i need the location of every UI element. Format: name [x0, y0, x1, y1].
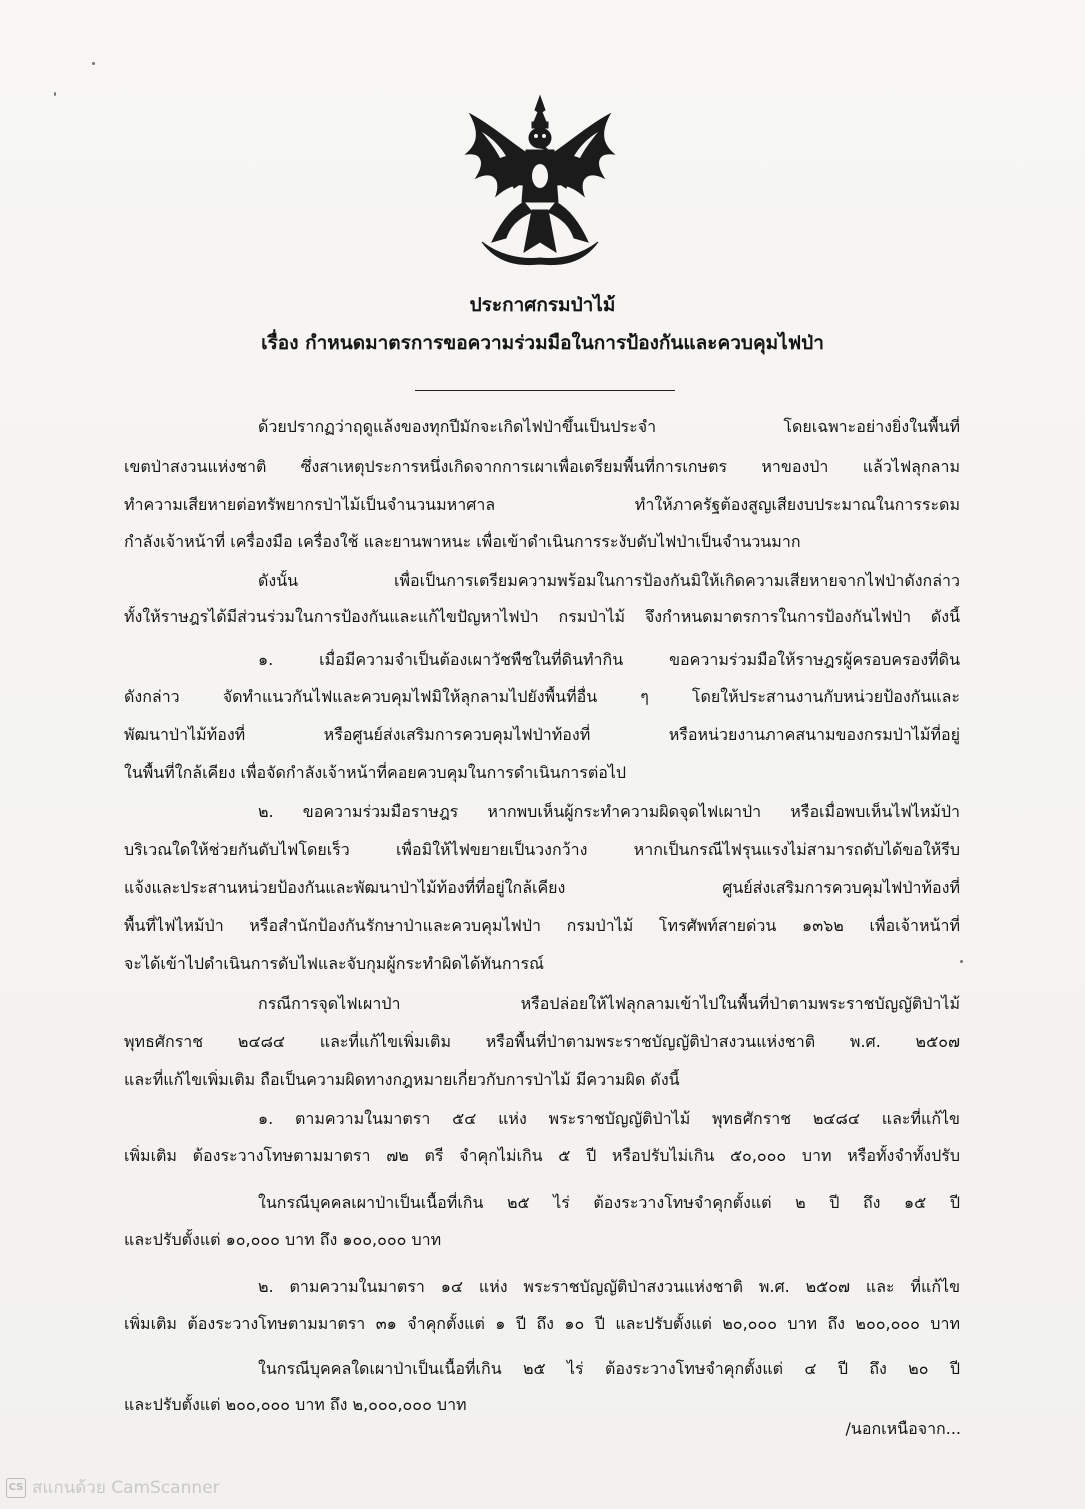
- body-line: ๑. ตามความในมาตรา ๕๔ แห่ง พระราชบัญญัติป่าไม้ พุทธศักราช ๒๔๘๔ และที่แก้ไข: [258, 1109, 960, 1128]
- body-line: เขตป่าสงวนแห่งชาติ ซึ่งสาเหตุประการหนึ่งเกิดจากการเผาเพื่อเตรียมพื้นที่การเกษตร หาของป่า แล้วไฟลุกลาม: [124, 457, 960, 476]
- title-divider: [415, 390, 675, 391]
- body-line: พื้นที่ไฟไหม้ป่า หรือสำนักป้องกันรักษาป่าและควบคุมไฟป่า กรมป่าไม้ โทรศัพท์สายด่วน ๑๓๖๒ เพื่อเจ้าหน้าที่: [124, 916, 960, 935]
- body-line: ๑. เมื่อมีความจำเป็นต้องเผาวัชพืชในที่ดินทำกิน ขอความร่วมมือให้ราษฎรผู้ครอบครองที่ดิน: [258, 650, 960, 669]
- document-title: ประกาศกรมป่าไม้: [469, 294, 616, 316]
- continuation-marker: /นอกเหนือจาก...: [845, 1419, 961, 1438]
- garuda-emblem-icon: [452, 92, 628, 268]
- body-line: และที่แก้ไขเพิ่มเติม ถือเป็นความผิดทางกฎหมายเกี่ยวกับการป่าไม้ มีความผิด ดังนี้: [124, 1070, 680, 1089]
- body-line: ดังนั้น เพื่อเป็นการเตรียมความพร้อมในการป้องกันมิให้เกิดความเสียหายจากไฟป่าดังกล่าว: [258, 571, 960, 590]
- camscanner-logo-icon: CS: [6, 1478, 26, 1498]
- body-line: พัฒนาป่าไม้ท้องที่ หรือศูนย์ส่งเสริมการควบคุมไฟป่าท้องที่ หรือหน่วยงานภาคสนามของกรมป่าไม้ที่อยู่: [124, 725, 960, 744]
- scanner-watermark: [6, 1474, 220, 1501]
- body-line: ในกรณีบุคคลเผาป่าเป็นเนื้อที่เกิน ๒๕ ไร่ ต้องระวางโทษจำคุกตั้งแต่ ๒ ปี ถึง ๑๕ ปี: [258, 1193, 960, 1212]
- body-line: และปรับตั้งแต่ ๒๐๐,๐๐๐ บาท ถึง ๒,๐๐๐,๐๐๐ บาท: [124, 1395, 467, 1414]
- body-line: กำลังเจ้าหน้าที่ เครื่องมือ เครื่องใช้ และยานพาหนะ เพื่อเข้าดำเนินการระงับดับไฟป่าเป็นจำนวนมาก: [124, 532, 801, 551]
- body-line: เพิ่มเติม ต้องระวางโทษตามมาตรา ๓๑ จำคุกตั้งแต่ ๑ ปี ถึง ๑๐ ปี และปรับตั้งแต่ ๒๐,๐๐๐ บาท ถึง ๒๐๐,๐๐๐ บาท: [124, 1314, 960, 1333]
- body-line: ด้วยปรากฏว่าฤดูแล้งของทุกปีมักจะเกิดไฟป่าขึ้นเป็นประจำ โดยเฉพาะอย่างยิ่งในพื้นที่: [258, 417, 960, 436]
- body-line: ๒. ขอความร่วมมือราษฎร หากพบเห็นผู้กระทำความผิดจุดไฟเผาป่า หรือเมื่อพบเห็นไฟไหม้ป่า: [258, 802, 960, 821]
- scan-speck: [54, 92, 56, 96]
- body-line: ดังกล่าว จัดทำแนวกันไฟและควบคุมไฟมิให้ลุกลามไปยังพื้นที่อื่น ๆ โดยให้ประสานงานกับหน่วยป้องกันและ: [124, 687, 960, 706]
- body-line: จะได้เข้าไปดำเนินการดับไฟและจับกุมผู้กระทำผิดได้ทันการณ์: [124, 954, 544, 973]
- body-line: เพิ่มเติม ต้องระวางโทษตามมาตรา ๗๒ ตรี จำคุกไม่เกิน ๕ ปี หรือปรับไม่เกิน ๕๐,๐๐๐ บาท หรือทั้งจำทั้งปรับ: [124, 1146, 960, 1165]
- scan-speck: [92, 62, 95, 65]
- body-line: ในกรณีบุคคลใดเผาป่าเป็นเนื้อที่เกิน ๒๕ ไร่ ต้องระวางโทษจำคุกตั้งแต่ ๔ ปี ถึง ๒๐ ปี: [258, 1359, 960, 1378]
- scanner-watermark-text: สแกนด้วย CamScanner: [32, 1478, 220, 1498]
- document-subject: เรื่อง กำหนดมาตรการขอความร่วมมือในการป้องกันและควบคุมไฟป่า: [261, 332, 824, 354]
- body-line: ๒. ตามความในมาตรา ๑๔ แห่ง พระราชบัญญัติป่าสงวนแห่งชาติ พ.ศ. ๒๕๐๗ และ ที่แก้ไข: [258, 1277, 960, 1296]
- body-line: กรณีการจุดไฟเผาป่า หรือปล่อยให้ไฟลุกลามเข้าไปในพื้นที่ป่าตามพระราชบัญญัติป่าไม้: [258, 994, 960, 1013]
- body-line: แจ้งและประสานหน่วยป้องกันและพัฒนาป่าไม้ท้องที่ที่อยู่ใกล้เคียง ศูนย์ส่งเสริมการควบคุมไฟป่าท้องที่: [124, 878, 960, 897]
- body-line: ทั้งให้ราษฎรได้มีส่วนร่วมในการป้องกันและแก้ไขปัญหาไฟป่า กรมป่าไม้ จึงกำหนดมาตรการในการป้องกันไฟป่า ดังนี้: [124, 607, 960, 626]
- body-line: ในพื้นที่ใกล้เคียง เพื่อจัดกำลังเจ้าหน้าที่คอยควบคุมในการดำเนินการต่อไป: [124, 763, 627, 782]
- body-line: ทำความเสียหายต่อทรัพยากรป่าไม้เป็นจำนวนมหาศาล ทำให้ภาครัฐต้องสูญเสียงบประมาณในการระดม: [124, 495, 960, 514]
- body-line: และปรับตั้งแต่ ๑๐,๐๐๐ บาท ถึง ๑๐๐,๐๐๐ บาท: [124, 1230, 442, 1249]
- body-line: พุทธศักราช ๒๔๘๔ และที่แก้ไขเพิ่มเติม หรือพื้นที่ป่าตามพระราชบัญญัติป่าสงวนแห่งชาติ พ.ศ. ๒๕๐๗: [124, 1032, 960, 1051]
- scan-speck: [960, 960, 963, 963]
- body-line: บริเวณใดให้ช่วยกันดับไฟโดยเร็ว เพื่อมิให้ไฟขยายเป็นวงกว้าง หากเป็นกรณีไฟรุนแรงไม่สามารถดับได้ขอให้รีบ: [124, 840, 960, 859]
